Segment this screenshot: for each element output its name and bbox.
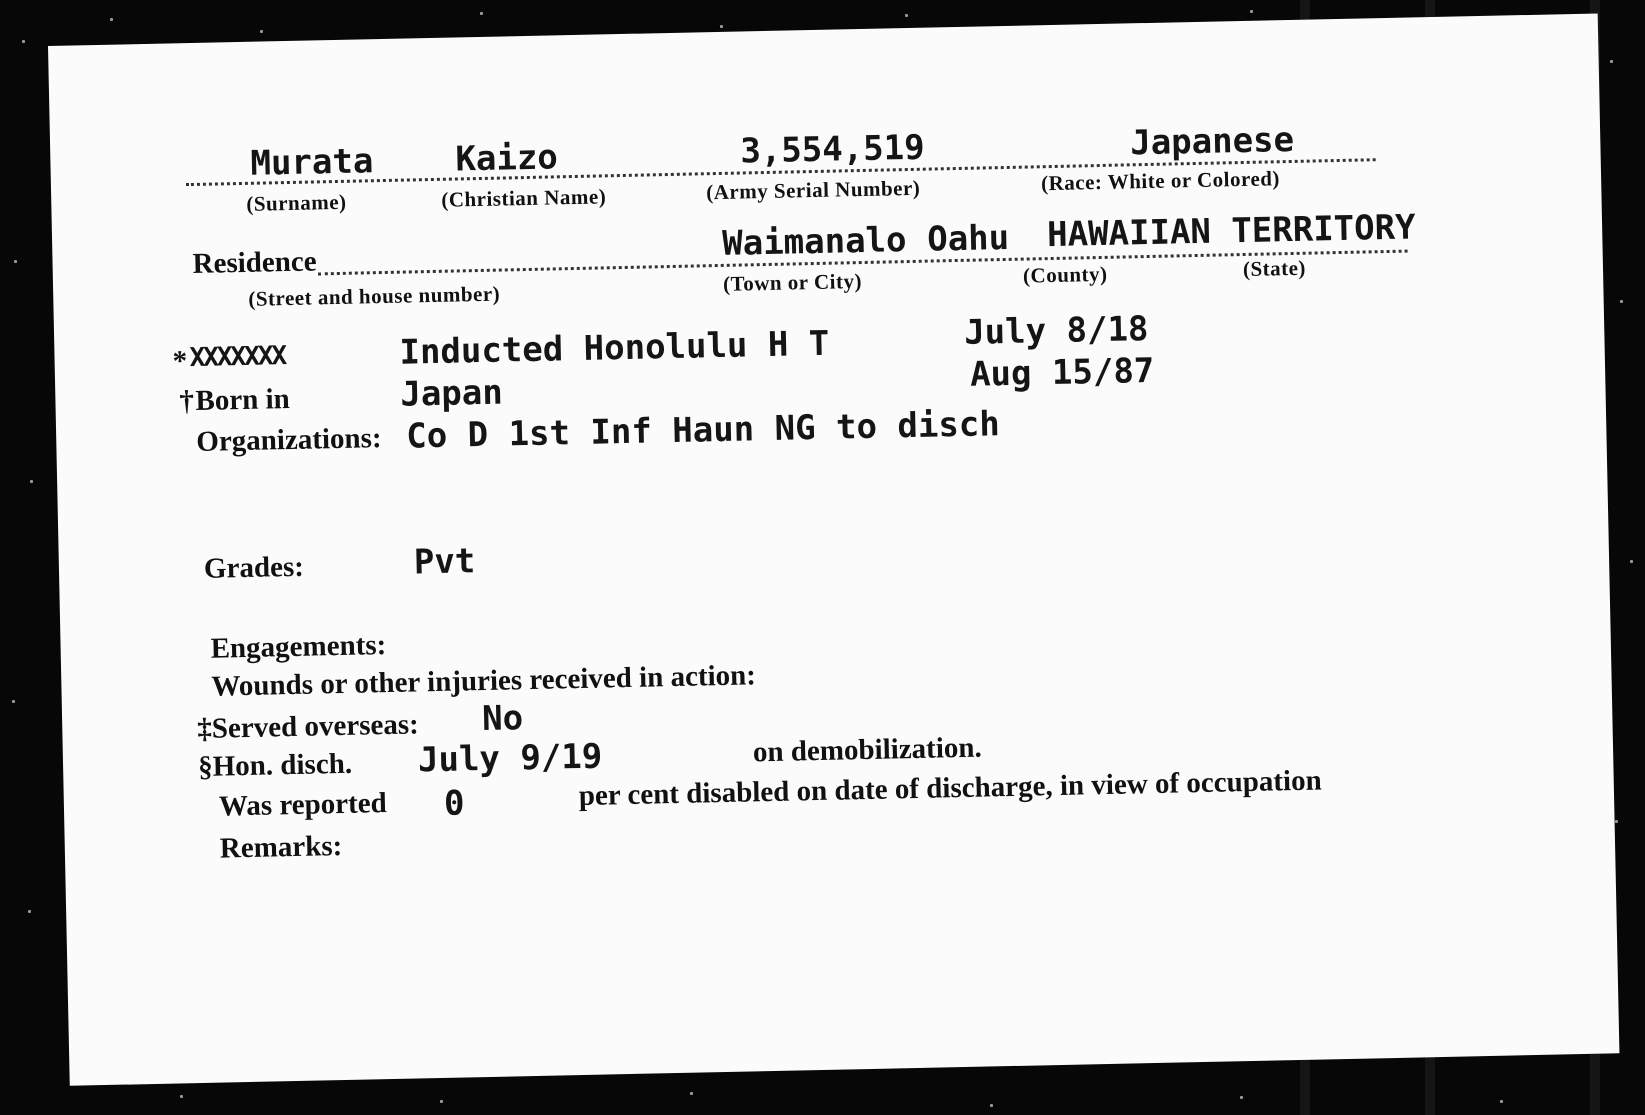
disability-percent: 0 <box>443 783 465 824</box>
race-caption: (Race: White or Colored) <box>1040 166 1281 196</box>
scan-speck <box>1500 1100 1503 1103</box>
scan-speck <box>260 30 263 33</box>
induction-value: Inducted Honolulu H T <box>399 323 830 373</box>
service-record-card <box>48 14 1619 1086</box>
remarks-label: Remarks: <box>219 830 343 865</box>
overseas-value: No <box>481 698 524 740</box>
scan-speck <box>110 18 113 21</box>
state-value: HAWAIIAN TERRITORY <box>1046 207 1416 256</box>
scan-speck <box>1250 10 1253 13</box>
grades-label: Grades: <box>203 550 305 585</box>
discharge-label: §Hon. disch. <box>197 747 353 784</box>
christian-name-value: Kaizo <box>455 137 559 180</box>
induction-date: July 8/18 <box>963 309 1149 353</box>
discharge-reason: on demobilization. <box>752 731 983 769</box>
serial-number-caption: (Army Serial Number) <box>705 175 921 205</box>
scan-speck <box>1630 560 1633 563</box>
birth-date: Aug 15/87 <box>969 350 1155 395</box>
reported-label: Was reported <box>218 787 388 823</box>
scan-speck <box>14 260 17 263</box>
scan-speck <box>905 14 908 17</box>
serial-number-value: 3,554,519 <box>739 127 925 172</box>
scan-speck <box>690 1092 693 1095</box>
county-value: Oahu <box>926 217 1010 260</box>
scan-speck <box>22 40 25 43</box>
born-label: Born in <box>195 383 291 417</box>
disability-text: per cent disabled on date of discharge, in view of occupation <box>578 764 1322 813</box>
surname-value: Murata <box>250 141 374 184</box>
residence-label: Residence <box>192 245 317 281</box>
town-caption: (Town or City) <box>722 269 863 296</box>
surname-caption: (Surname) <box>246 189 347 216</box>
scan-speck <box>12 700 15 703</box>
grades-value: Pvt <box>413 541 476 583</box>
scan-speck <box>30 480 33 483</box>
town-value: Waimanalo <box>721 220 907 264</box>
scan-speck <box>28 910 31 913</box>
engagements-label: Engagements: <box>210 629 387 665</box>
scan-speck <box>480 12 483 15</box>
scan-speck <box>1240 1096 1243 1099</box>
enlisted-marker: * <box>172 345 188 378</box>
scan-speck <box>180 1095 183 1098</box>
scan-speck <box>990 1104 993 1107</box>
birthplace-value: Japan <box>399 372 504 415</box>
born-marker: † <box>179 385 195 418</box>
scan-speck <box>440 1100 443 1103</box>
overseas-label: ‡Served overseas: <box>197 708 420 746</box>
wounds-label: Wounds or other injuries received in action: <box>211 659 757 703</box>
scan-speck <box>1615 820 1618 823</box>
scan-speck <box>720 25 723 28</box>
organizations-label: Organizations: <box>195 422 382 458</box>
county-caption: (County) <box>1022 261 1108 288</box>
discharge-date: July 9/19 <box>417 736 603 781</box>
street-caption: (Street and house number) <box>248 281 501 311</box>
race-value: Japanese <box>1129 119 1295 164</box>
christian-name-caption: (Christian Name) <box>441 184 607 212</box>
enlisted-label-struck: XXXXXXX <box>189 341 286 374</box>
scan-speck <box>1610 60 1613 63</box>
organizations-value: Co D 1st Inf Haun NG to disch <box>405 404 1001 457</box>
scan-speck <box>1620 300 1623 303</box>
state-caption: (State) <box>1242 255 1307 282</box>
